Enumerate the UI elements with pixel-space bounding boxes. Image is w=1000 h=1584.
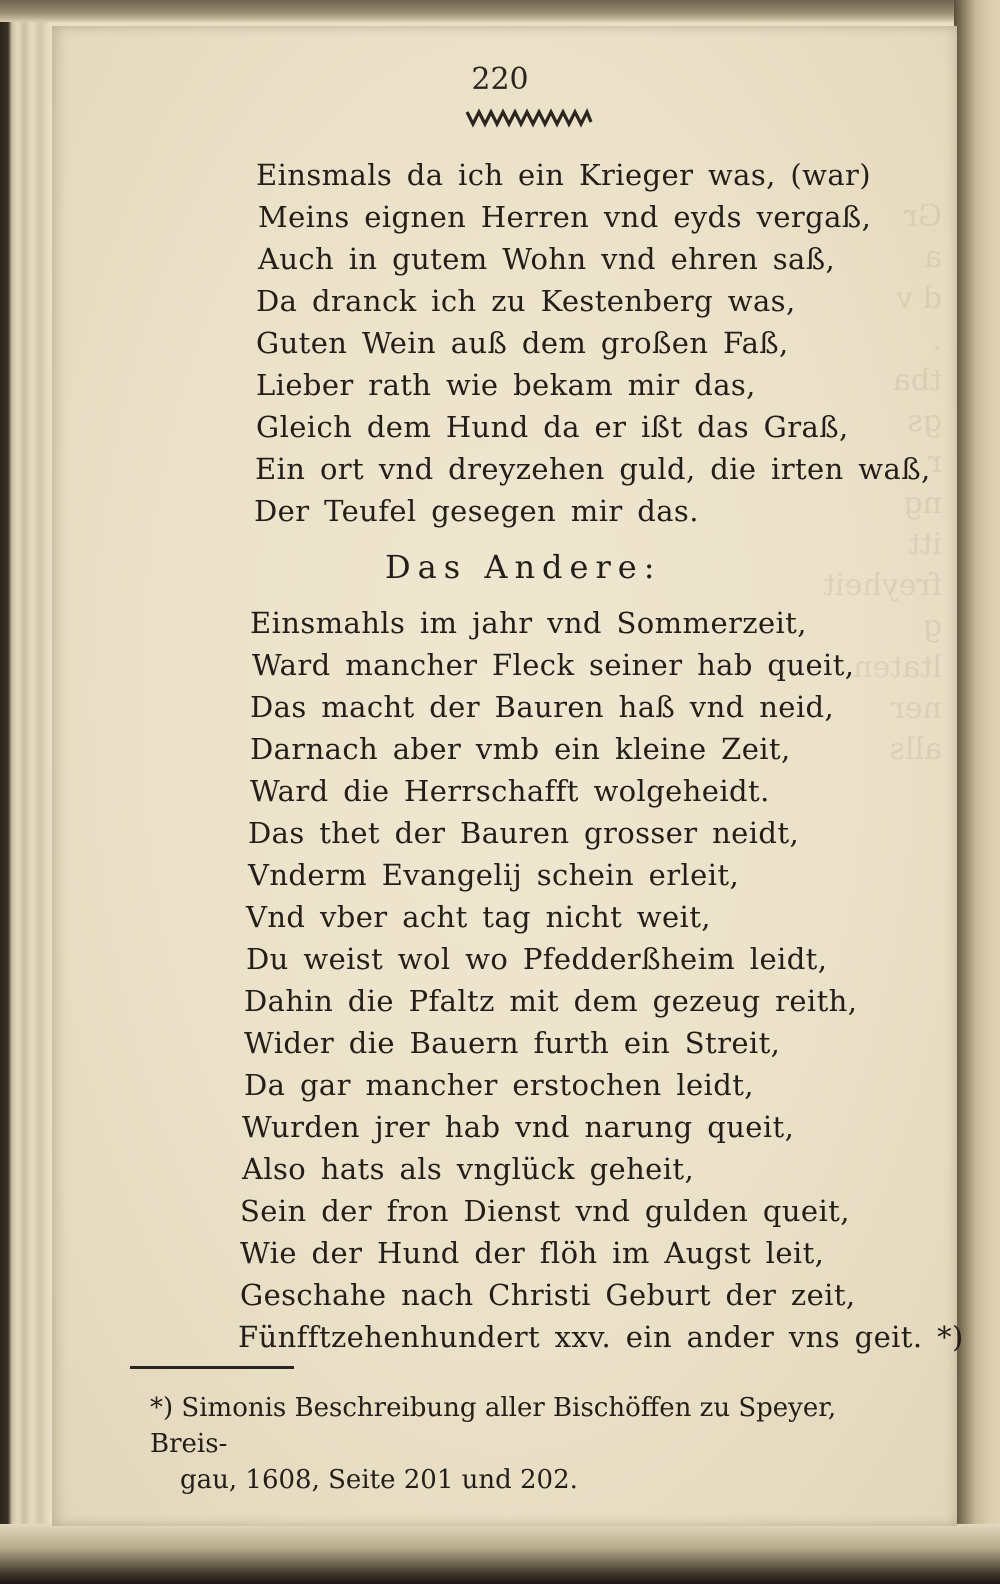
footnote — [150, 1390, 880, 1498]
poem1-line: Meins eignen Herren vnd eyds vergaß, — [258, 200, 872, 234]
section-heading: Das Andere: — [385, 548, 662, 586]
poem2-line: Vnd vber acht tag nicht weit, — [246, 900, 711, 934]
poem1-line: Da dranck ich zu Kestenberg was, — [256, 284, 796, 318]
poem2-line: Wie der Hund der flöh im Augst leit, — [240, 1236, 825, 1270]
poem2-line: Also hats als vnglück geheit, — [242, 1152, 695, 1186]
poem2-line: Dahin die Pfaltz mit dem gezeug reith, — [244, 984, 858, 1018]
footnote-line: gau, 1608, Seite 201 und 202. — [180, 1465, 578, 1495]
ornament-rule-icon — [465, 106, 593, 128]
poem1-line: Der Teufel gesegen mir das. — [254, 494, 699, 528]
book-top-edge — [0, 0, 1000, 22]
poem2-line: Wider die Bauern furth ein Streit, — [244, 1026, 781, 1060]
poem2-line: Wurden jrer hab vnd narung queit, — [242, 1110, 795, 1144]
footnote-divider — [130, 1366, 294, 1369]
poem2-line: Sein der fron Dienst vnd gulden queit, — [240, 1194, 850, 1228]
poem2-line: Fünfftzehenhundert xxv. ein ander vns geit. *) — [238, 1320, 964, 1354]
show-through-bleed: Gr a d v . tba gs r ng itt freyheit g ltaten ner alls — [823, 199, 942, 767]
poem2-line: Einsmahls im jahr vnd Sommerzeit, — [250, 606, 807, 640]
poem1-line: Auch in gutem Wohn vnd ehren saß, — [258, 242, 836, 276]
footnote-line: *) Simonis Beschreibung aller Bischöffen zu Speyer, Breis- — [150, 1393, 837, 1459]
poem2-line: Ward die Herrschafft wolgeheidt. — [250, 774, 770, 808]
poem2-line: Das thet der Bauren grosser neidt, — [248, 816, 800, 850]
poem2-line: Das macht der Bauren haß vnd neid, — [250, 690, 835, 724]
page-number: 220 — [471, 62, 529, 97]
poem2-line: Ward mancher Fleck seiner hab queit, — [252, 648, 855, 682]
poem2-line: Da gar mancher erstochen leidt, — [244, 1068, 754, 1102]
book-bottom-edge — [0, 1524, 1000, 1584]
poem1-line: Einsmals da ich ein Krieger was, (war) — [256, 158, 871, 192]
poem1-line: Lieber rath wie bekam mir das, — [256, 368, 756, 402]
poem2-line: Vnderm Evangelij schein erleit, — [248, 858, 740, 892]
poem2-line: Darnach aber vmb ein kleine Zeit, — [250, 732, 791, 766]
poem2-line: Geschahe nach Christi Geburt der zeit, — [240, 1278, 856, 1312]
poem2-line: Du weist wol wo Pfedderßheim leidt, — [246, 942, 828, 976]
poem1-line: Ein ort vnd dreyzehen guld, die irten waß, — [255, 452, 931, 486]
poem1-line: Guten Wein auß dem großen Faß, — [256, 326, 789, 360]
poem1-line: Gleich dem Hund da er ißt das Graß, — [256, 410, 849, 444]
